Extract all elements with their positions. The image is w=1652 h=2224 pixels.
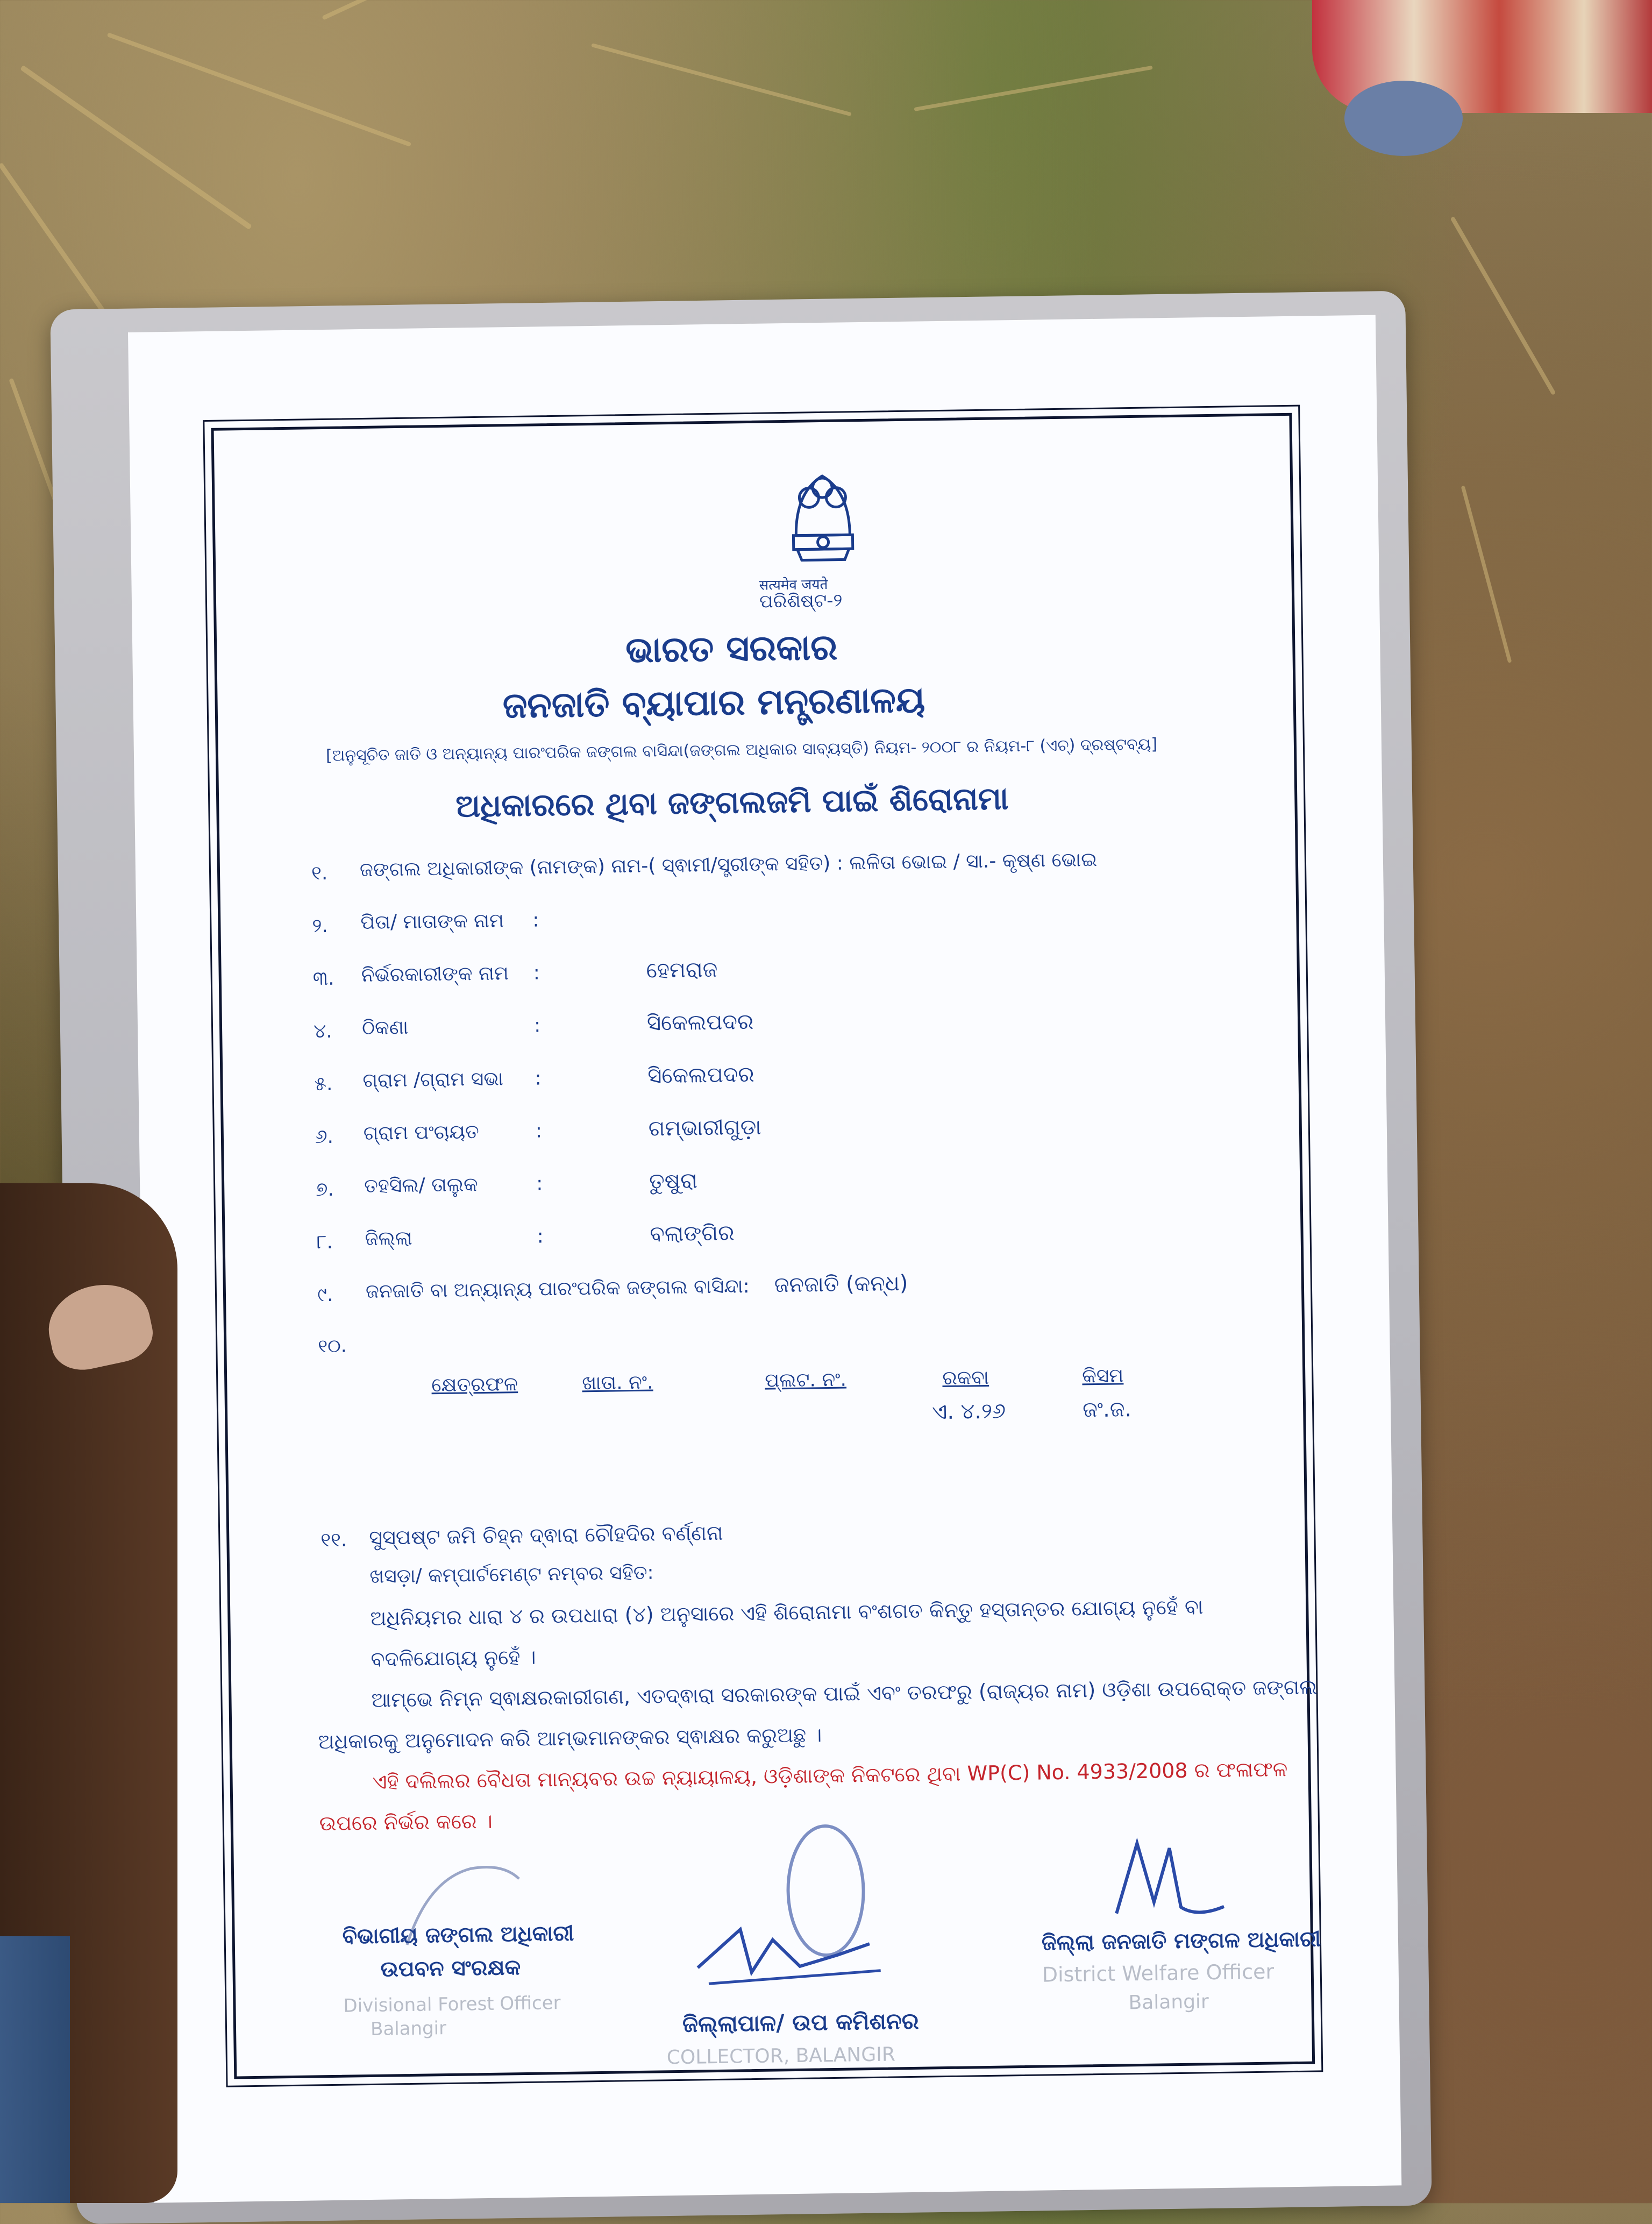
field-num: ୮.: [316, 1231, 333, 1254]
section-11-sub: ଖସଡ଼ା/ କମ୍ପାର୍ଟମେଣ୍ଟ ନମ୍ବର ସହିତ:: [369, 1561, 654, 1588]
field-label: ନିର୍ଭରକାରୀଙ୍କ ନାମ: [361, 962, 509, 987]
stamp-left-1: Divisional Forest Officer: [343, 1992, 561, 2017]
field-label: ଜଙ୍ଗଲ ଅଧିକାରୀଙ୍କ (ନାମଙ୍କ) ନାମ-( ସ୍ଵାମୀ/ସ୍ତ୍ରୀଙ୍କ ସହିତ) : ଲଳିତା ଭୋଇ / ସା.- କୃଷ୍ଣ ଭୋଇ: [359, 848, 1098, 882]
page-title: ଅଧିକାରରେ ଥିବା ଜଙ୍ଗଲଜମି ପାଇଁ ଶିରୋନାମା: [455, 780, 1009, 825]
signatory-right-title: ଜିଲ୍ଲା ଜନଜାତି ମଙ୍ଗଳ ଅଧିକାରୀ: [1041, 1927, 1321, 1956]
stamp-right-1: District Welfare Officer: [1042, 1959, 1274, 1987]
field-num: ୯.: [317, 1283, 333, 1306]
field-value: ଗମ୍ଭାରୀଗୁଡ଼ା: [648, 1114, 761, 1141]
signature-right: [1105, 1826, 1235, 1924]
annex-label: ପରିଶିଷ୍ଟ-୨: [759, 589, 843, 613]
header-ministry: ଜନଜାତି ବ୍ୟାପାର ମନ୍ତ୍ରଣାଳୟ: [502, 679, 925, 727]
paragraph-1a: ଅଧିନିୟମର ଧାରା ୪ ର ଉପଧାରା (୪) ଅନୁସାରେ ଏହି ଶିରୋନାମା ବଂଶଗତ କିନ୍ତୁ ହସ୍ତାନ୍ତର ଯୋଗ୍ୟ ନୁହେଁ ବା: [370, 1595, 1204, 1630]
field-value: ସିକେଲପଦର: [647, 1062, 754, 1089]
national-emblem-icon: [763, 453, 882, 573]
field-value: ତୁଷୁରା: [649, 1168, 698, 1194]
section-11-heading: ସୁସ୍ପଷ୍ଟ ଜମି ଚିହ୍ନ ଦ୍ଵାରା ଚୌହଦିର ବର୍ଣ୍ଣନା: [369, 1520, 723, 1550]
field-value: ବଲାଙ୍ଗିର: [650, 1220, 735, 1247]
field-colon: :: [532, 909, 539, 932]
field-colon: :: [535, 1067, 542, 1090]
field-num: ୫.: [314, 1072, 333, 1096]
field-value: ହେମରାଜ: [646, 957, 718, 983]
field-colon: :: [533, 962, 540, 984]
field-colon: :: [535, 1120, 543, 1142]
sandal-foot: [1344, 81, 1463, 156]
field-num: ୪.: [313, 1020, 332, 1043]
field-label: ପିତା/ ମାତାଙ୍କ ନାମ: [360, 910, 504, 934]
signature-center: [674, 1820, 903, 2006]
stamp-center: COLLECTOR, BALANGIR: [666, 2043, 896, 2069]
paragraph-1b: ବଦଳିଯୋଗ୍ୟ ନୁହେଁ ।: [371, 1645, 536, 1671]
signatory-left-title: ବିଭାଗୀୟ ଜଙ୍ଗଲ ଅଧିକାରୀ: [342, 1921, 574, 1949]
table-header: ପ୍ଲଟ. ନଂ.: [765, 1368, 847, 1392]
legal-note-a: ଏହି ଦଲିଲର ବୈଧତା ମାନ୍ୟବର ଉଚ୍ଚ ନ୍ୟାୟାଳୟ, ଓଡ଼ିଶାଙ୍କ ନିକଟରେ ଥିବା WP(C) No. 4933/2008 ର ଫଳାଫଳ: [372, 1757, 1288, 1794]
field-num: ୧୦.: [318, 1335, 347, 1358]
header-rule-reference: [ଅନୁସୂଚିତ ଜାତି ଓ ଅନ୍ୟାନ୍ୟ ପାରଂପରିକ ଜଙ୍ଗଲ ବାସିନ୍ଦା(ଜଙ୍ଗଲ ଅଧିକାର ସାବ୍ୟସ୍ତି) ନିୟମ- ୨୦୦୮ ର ନିୟମ-୮ (ଏଚ୍) ଦ୍ରଷ୍ଟବ୍ୟ]: [325, 735, 1158, 765]
certificate-border: [211, 413, 1321, 2079]
emblem-motto: सत्यमेव जयते: [759, 576, 828, 594]
table-cell: ଏ. ୪.୨୬: [931, 1398, 1006, 1425]
table-header: କିସମ: [1081, 1365, 1124, 1388]
field-label: ଠିକଣା: [361, 1016, 409, 1040]
field-num: ୩.: [312, 967, 334, 990]
field-num: ୧.: [311, 862, 328, 885]
table-header: ଖାତା. ନଂ.: [582, 1371, 653, 1395]
stamp-right-2: Balangir: [1128, 1991, 1209, 2014]
field-label: ଗ୍ରାମ ପଂଚାୟତ: [363, 1121, 479, 1145]
field-value: ଜନଜାତି (କନ୍ଧ): [774, 1270, 908, 1298]
field-num: ୨.: [312, 914, 329, 937]
field-num: ୬.: [315, 1125, 334, 1148]
certificate-paper: [128, 315, 1401, 2203]
legal-note-b: ଉପରେ ନିର୍ଭର କରେ ।: [319, 1809, 493, 1836]
table-header: ରକବା: [942, 1366, 989, 1390]
field-value: ସିକେଲପଦର: [646, 1009, 754, 1036]
signatory-center-title: ଜିଲ୍ଲାପାଳ/ ଉପ କମିଶନର: [682, 2007, 919, 2037]
paragraph-2a: ଆମ୍ଭେ ନିମ୍ନ ସ୍ଵାକ୍ଷରକାରୀଗଣ, ଏତଦ୍ଵାରା ସରକାରଙ୍କ ପାଇଁ ଏବଂ ତରଫରୁ (ରାଜ୍ୟର ନାମ) ଓଡ଼ିଶା ଉପରୋକ୍ତ ଜଙ୍ଗଲ: [371, 1675, 1318, 1712]
signatory-left-subtitle: ଉପବନ ସଂରକ୍ଷକ: [380, 1955, 521, 1982]
stamp-left-2: Balangir: [370, 2017, 447, 2041]
field-label: ଜିଲ୍ଲା: [365, 1227, 413, 1250]
field-colon: :: [536, 1173, 543, 1195]
field-colon: :: [533, 1014, 541, 1037]
section-11-num: ୧୧.: [321, 1529, 347, 1552]
field-label: ତହସିଲ/ ତାଲୁକ: [364, 1174, 479, 1198]
field-colon: :: [537, 1225, 544, 1248]
table-header: କ୍ଷେତ୍ରଫଳ: [431, 1373, 518, 1397]
header-government: ଭାରତ ସରକାର: [625, 626, 838, 671]
field-label: ଜନଜାତି ବା ଅନ୍ୟାନ୍ୟ ପାରଂପରିକ ଜଙ୍ଗଲ ବାସିନ୍ଦା:: [365, 1275, 750, 1303]
paragraph-2b: ଅଧିକାରକୁ ଅନୁମୋଦନ କରି ଆମ୍ଭମାନଙ୍କର ସ୍ଵାକ୍ଷର କରୁଅଛୁ ।: [318, 1723, 822, 1754]
table-cell: ଜଂ.ଜ.: [1082, 1397, 1132, 1423]
field-num: ୭.: [316, 1178, 334, 1201]
field-label: ଗ୍ରାମ /ଗ୍ରାମ ସଭା: [362, 1068, 504, 1092]
jeans-corner: [0, 1936, 70, 2203]
